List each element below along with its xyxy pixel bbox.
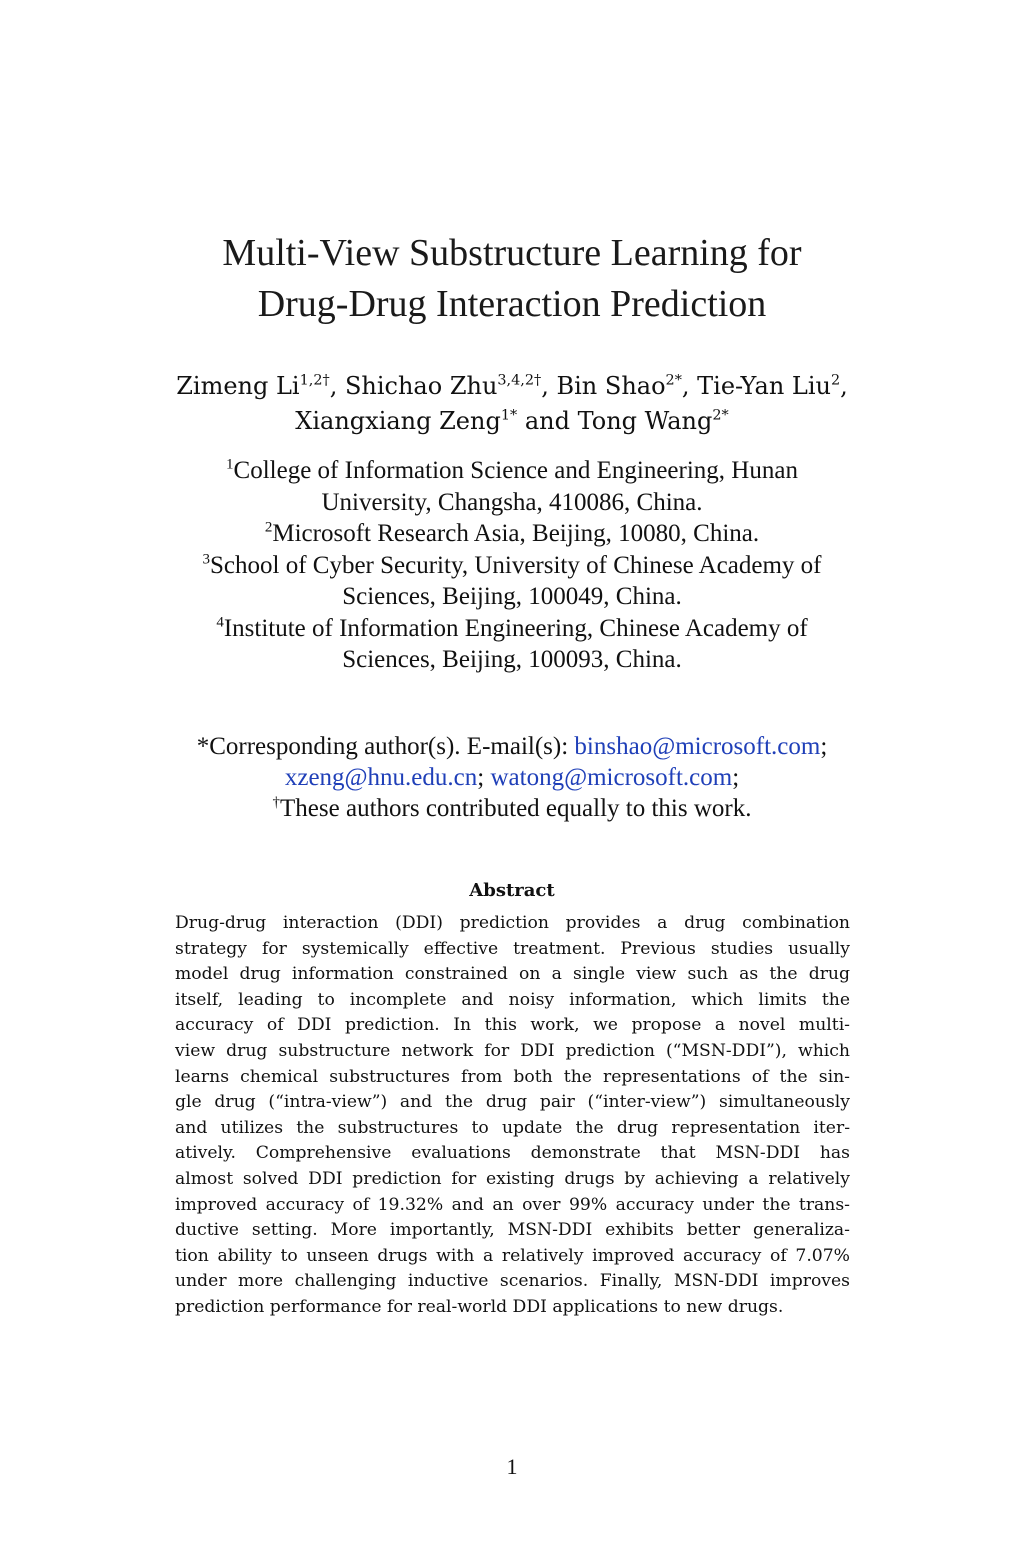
abstract-line: strategy for systemically effective treatment. Previous studies usually	[175, 938, 850, 959]
email-link-xzeng[interactable]: xzeng@hnu.edu.cn	[284, 764, 478, 791]
affiliation-mark: 1	[226, 456, 234, 473]
affiliation-mark: 3	[202, 550, 211, 567]
equal-contribution-text: These authors contributed equally to this work.	[280, 795, 752, 822]
affiliation-text: College of Information Science and Engineering, Hunan	[233, 457, 798, 484]
abstract-line: view drug substructure network for DDI prediction (“MSN-DDI”), which	[175, 1040, 850, 1061]
abstract-line: under more challenging inductive scenarios. Finally, MSN-DDI improves	[175, 1271, 850, 1292]
abstract-line: tion ability to unseen drugs with a relatively improved accuracy of 7.07%	[175, 1245, 850, 1266]
author-affiliation-mark: 1*	[500, 407, 518, 424]
email-link-binshao[interactable]: binshao@microsoft.com	[574, 733, 821, 760]
affiliation-4-line-2: Sciences, Beijing, 100093, China.	[342, 646, 682, 673]
affiliation-1-line-1	[0, 455, 1024, 487]
abstract-line: Drug-drug interaction (DDI) prediction provides a drug combination	[175, 913, 850, 933]
affiliation-mark: 4	[216, 613, 224, 630]
author-name: Bin Shao	[556, 372, 666, 400]
correspondence-line-1: *Corresponding author(s). E-mail(s): binshao@microsoft.com;	[196, 733, 828, 760]
abstract-body	[175, 911, 850, 1321]
author-list	[0, 369, 1024, 439]
author-name: Zimeng Li	[176, 372, 300, 400]
author-affiliation-mark: 2*	[712, 407, 729, 424]
abstract-line: and utilizes the substructures to update the drug representation iter-	[175, 1117, 850, 1138]
abstract-line: atively. Comprehensive evaluations demonstrate that MSN-DDI has	[175, 1143, 850, 1164]
abstract-line: improved accuracy of 19.32% and an over 99% accuracy under the trans-	[175, 1194, 850, 1215]
affiliation-3-line-1	[0, 550, 1024, 582]
abstract-heading: Abstract	[469, 880, 555, 901]
correspondence-block	[0, 731, 1024, 824]
title-line-1: Multi-View Substructure Learning for	[222, 232, 802, 274]
author-affiliation-mark: 1,2†	[299, 372, 330, 389]
affiliation-2-line-1	[0, 518, 1024, 550]
author-name: Shichao Zhu	[344, 372, 498, 400]
affiliation-mark: 2	[264, 519, 273, 536]
author-affiliation-mark: 3,4,2†	[497, 372, 542, 389]
abstract-line: almost solved DDI prediction for existing drugs by achieving a relatively	[175, 1168, 850, 1189]
affiliation-4-line-1	[0, 613, 1024, 645]
author-line-1: Zimeng $Li^{1,2\dagger}$, Shichao Zhu$^{3,4,2\dagger}$, Bin Shao$^{2*}$, Tie-Yan Liu$^2$,	[176, 372, 848, 400]
affiliation-3-line-2: Sciences, Beijing, 100049, China.	[342, 583, 682, 610]
abstract-line: gle drug (“intra-view”) and the drug pair (“inter-view”) simultaneously	[175, 1092, 850, 1113]
page-number: 1	[506, 1454, 518, 1479]
correspondence-prefix: *Corresponding author(s). E-mail(s):	[196, 733, 575, 760]
abstract-line: accuracy of DDI prediction. In this work, we propose a novel multi-	[175, 1015, 850, 1036]
author-affiliation-mark: 2	[830, 372, 841, 389]
affiliation-1-line-2: University, Changsha, 410086, China.	[321, 488, 703, 516]
title-line-2: Drug-Drug Interaction Prediction	[257, 283, 767, 325]
abstract-line: learns chemical substructures from both the representations of the sin-	[175, 1066, 850, 1087]
affiliation-text: Microsoft Research Asia, Beijing, 10080, China.	[272, 520, 760, 547]
affiliation-list	[0, 455, 1024, 676]
author-name: Tie-Yan Liu	[697, 372, 831, 400]
author-name: Tong Wang	[577, 407, 713, 435]
affiliation-text: School of Cyber Security, University of Chinese Academy of	[210, 551, 822, 579]
author-affiliation-mark: 2*	[665, 372, 682, 389]
affiliation-text: Institute of Information Engineering, Chinese Academy of	[223, 614, 808, 642]
dagger-mark: †	[272, 794, 281, 811]
equal-contribution-note	[0, 793, 1024, 824]
abstract-line: prediction performance for real-world DDI applications to new drugs.	[175, 1296, 784, 1317]
email-link-watong[interactable]: watong@microsoft.com	[490, 764, 733, 791]
paper-title	[0, 228, 1024, 330]
abstract-line: ductive setting. More importantly, MSN-DDI exhibits better generaliza-	[175, 1220, 850, 1241]
correspondence-line-2: xzeng@hnu.edu.cn; watong@microsoft.com;	[284, 764, 740, 791]
abstract-line: itself, leading to incomplete and noisy information, which limits the	[175, 989, 850, 1010]
abstract-line: model drug information constrained on a single view such as the drug	[175, 964, 850, 985]
author-conjunction: and	[524, 407, 570, 435]
author-name: Xiangxiang Zeng	[295, 407, 501, 435]
author-line-2	[0, 404, 1024, 439]
